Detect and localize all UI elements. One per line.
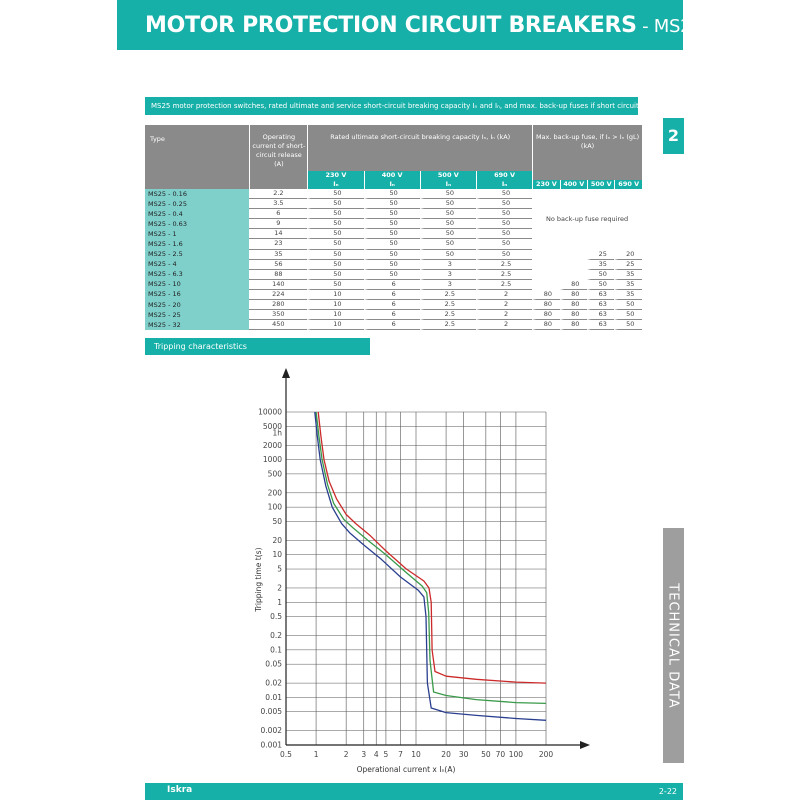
row-operating-current: 35 [249, 250, 307, 260]
x-tick-label: 3 [361, 750, 367, 759]
row-capacity-690: 2.5 [476, 270, 532, 280]
row-capacity-230: 50 [307, 189, 363, 199]
x-tick-label: 20 [441, 750, 451, 759]
row-fuse-500: 35 [587, 260, 614, 270]
no-backup-note: No back-up fuse required [546, 215, 629, 224]
row-fuse-690: 20 [614, 250, 642, 260]
y-tick-label: 10000 [258, 407, 282, 417]
row-capacity-500: 3 [420, 260, 476, 270]
header-title-text: MOTOR PROTECTION CIRCUIT BREAKERS [145, 13, 637, 38]
col-operating-header: Operating current of short-circuit release (A) [249, 125, 307, 189]
y-tick-label: 20 [272, 535, 282, 545]
fuse-voltage-400: 400 V [560, 180, 587, 189]
x-tick-label: 4 [373, 750, 379, 759]
voltage-400-header: 400 V [364, 171, 420, 180]
series-line-0 [318, 412, 546, 683]
row-capacity-400: 50 [364, 199, 420, 209]
row-capacity-690: 2.5 [476, 260, 532, 270]
row-type: MS25 - 10 [145, 280, 249, 290]
x-tick-label: 5 [383, 750, 389, 759]
row-capacity-400: 50 [364, 219, 420, 229]
row-capacity-500: 3 [420, 280, 476, 290]
row-operating-current: 2.2 [249, 189, 307, 199]
intro-bar: MS25 motor protection switches, rated ultimate and service short-circuit breaking capacity Iₙ and Iₙ, and max. back-up fuses if short circuit current Iₙ exceeds Iₙ [145, 97, 638, 115]
row-type: MS25 - 0.25 [145, 199, 249, 209]
row-type: MS25 - 2.5 [145, 250, 249, 260]
row-capacity-690: 2 [476, 310, 532, 320]
row-capacity-500: 2.5 [420, 320, 476, 330]
brand-logo: Iskra [167, 785, 193, 795]
sub-label-400: Iₙ [364, 180, 420, 189]
row-capacity-500: 2.5 [420, 300, 476, 310]
row-capacity-230: 50 [307, 199, 363, 209]
row-capacity-500: 50 [420, 229, 476, 239]
x-tick-label: 0.5 [280, 750, 292, 759]
row-fuse-690: 25 [614, 260, 642, 270]
row-operating-current: 88 [249, 270, 307, 280]
row-capacity-400: 50 [364, 229, 420, 239]
y-tick-label: 500 [267, 469, 282, 479]
row-type: MS25 - 0.4 [145, 209, 249, 219]
row-fuse-400: 80 [560, 320, 587, 330]
row-operating-current: 350 [249, 310, 307, 320]
row-operating-current: 23 [249, 239, 307, 249]
row-fuse-690: 35 [614, 290, 642, 300]
row-capacity-230: 10 [307, 290, 363, 300]
col-rated-header: Rated ultimate short-circuit breaking capacity Iₙ, Iₙ (kA) [307, 125, 532, 171]
x-tick-label: 1 [313, 750, 319, 759]
x-tick-label: 10 [411, 750, 421, 759]
y-tick-label: 0.002 [260, 726, 282, 736]
row-capacity-690: 2 [476, 290, 532, 300]
row-fuse-230: 80 [532, 290, 559, 300]
y-axis-label: Tripping time t(s) [254, 547, 263, 612]
sub-label-500: Iₙ [420, 180, 476, 189]
y-tick-label: 0.001 [260, 740, 282, 750]
chapter-tab: 2 [663, 118, 684, 154]
page-footer [145, 783, 683, 800]
row-fuse-690: 35 [614, 270, 642, 280]
row-capacity-400: 6 [364, 320, 420, 330]
series-line-1 [316, 412, 546, 703]
y-tick-label: 2 [277, 583, 282, 593]
x-tick-label: 70 [495, 750, 506, 759]
row-capacity-690: 2.5 [476, 280, 532, 290]
y-tick-label: 0.02 [265, 678, 282, 688]
row-fuse-500: 63 [587, 320, 614, 330]
row-capacity-230: 50 [307, 250, 363, 260]
side-tab-label: TECHNICAL DATA [665, 583, 681, 709]
row-capacity-400: 6 [364, 290, 420, 300]
row-fuse-690: 35 [614, 280, 642, 290]
row-operating-current: 3.5 [249, 199, 307, 209]
row-type: MS25 - 20 [145, 300, 249, 310]
row-operating-current: 9 [249, 219, 307, 229]
y-tick-label: 1000 [262, 455, 282, 465]
row-capacity-400: 6 [364, 280, 420, 290]
row-capacity-400: 6 [364, 300, 420, 310]
y-tick-label: 50 [272, 516, 282, 526]
fuse-voltage-500: 500 V [587, 180, 614, 189]
x-tick-label: 200 [538, 750, 554, 759]
row-fuse-500: 63 [587, 300, 614, 310]
y-tick-label: 0.1 [270, 645, 282, 655]
y-tick-label: 1h [272, 428, 282, 438]
x-tick-label: 2 [343, 750, 349, 759]
row-capacity-230: 10 [307, 300, 363, 310]
row-fuse-500: 50 [587, 270, 614, 280]
x-tick-label: 30 [458, 750, 469, 759]
row-capacity-690: 50 [476, 229, 532, 239]
col-type-header: Type [145, 125, 249, 180]
row-operating-current: 224 [249, 290, 307, 300]
row-operating-current: 450 [249, 320, 307, 330]
row-type: MS25 - 16 [145, 290, 249, 300]
row-capacity-690: 2 [476, 320, 532, 330]
row-type: MS25 - 1.6 [145, 239, 249, 249]
row-capacity-500: 50 [420, 250, 476, 260]
row-type: MS25 - 32 [145, 320, 249, 330]
row-fuse-690: 50 [614, 300, 642, 310]
col-fuse-header: Max. back-up fuse, if Iₙ > Iₙ (gL) (kA) [532, 125, 642, 180]
row-capacity-690: 50 [476, 250, 532, 260]
row-operating-current: 6 [249, 209, 307, 219]
row-capacity-500: 50 [420, 219, 476, 229]
row-type: MS25 - 4 [145, 260, 249, 270]
row-capacity-230: 50 [307, 219, 363, 229]
row-fuse-230: 80 [532, 320, 559, 330]
row-capacity-400: 50 [364, 189, 420, 199]
row-capacity-400: 6 [364, 310, 420, 320]
row-fuse-690: 50 [614, 320, 642, 330]
fuse-voltage-230: 230 V [532, 180, 559, 189]
row-operating-current: 56 [249, 260, 307, 270]
row-fuse-690: 50 [614, 310, 642, 320]
row-capacity-500: 50 [420, 189, 476, 199]
x-axis-arrow [580, 741, 590, 749]
y-tick-label: 200 [267, 488, 282, 498]
header-subtitle: MS25 [653, 16, 703, 37]
y-tick-label: 1 [277, 597, 282, 607]
row-capacity-230: 50 [307, 260, 363, 270]
row-type: MS25 - 25 [145, 310, 249, 320]
row-fuse-400: 80 [560, 280, 587, 290]
row-fuse-500: 25 [587, 250, 614, 260]
voltage-690-header: 690 V [476, 171, 532, 180]
x-axis-label: Operational current x Iₙ(A) [356, 765, 456, 774]
row-operating-current: 140 [249, 280, 307, 290]
row-operating-current: 14 [249, 229, 307, 239]
header-separator: - [636, 16, 654, 37]
row-capacity-230: 50 [307, 229, 363, 239]
row-fuse-230: 80 [532, 300, 559, 310]
row-fuse-400: 80 [560, 310, 587, 320]
sub-label-230: Iₙ [307, 180, 363, 189]
y-tick-label: 0.01 [265, 692, 282, 702]
row-type: MS25 - 0.16 [145, 189, 249, 199]
y-axis-arrow [282, 368, 290, 378]
row-capacity-400: 50 [364, 270, 420, 280]
row-capacity-230: 50 [307, 209, 363, 219]
row-capacity-690: 50 [476, 209, 532, 219]
x-tick-label: 50 [481, 750, 491, 759]
y-tick-label: 100 [267, 502, 282, 512]
sub-label-690: Iₙ [476, 180, 532, 189]
row-type: MS25 - 6.3 [145, 270, 249, 280]
row-fuse-230: 80 [532, 310, 559, 320]
row-capacity-690: 2 [476, 300, 532, 310]
x-tick-label: 7 [398, 750, 403, 759]
y-tick-label: 5 [277, 564, 282, 574]
row-type: MS25 - 1 [145, 229, 249, 239]
row-capacity-690: 50 [476, 239, 532, 249]
y-tick-label: 0.005 [260, 707, 282, 717]
row-capacity-230: 10 [307, 320, 363, 330]
row-capacity-500: 2.5 [420, 310, 476, 320]
voltage-500-header: 500 V [420, 171, 476, 180]
row-capacity-500: 50 [420, 239, 476, 249]
row-capacity-500: 2.5 [420, 290, 476, 300]
row-fuse-400: 80 [560, 290, 587, 300]
y-tick-label: 0.2 [270, 631, 282, 641]
voltage-230-header: 230 V [307, 171, 363, 180]
y-tick-label: 0.5 [270, 612, 282, 622]
row-capacity-400: 50 [364, 209, 420, 219]
row-capacity-400: 50 [364, 250, 420, 260]
row-type: MS25 - 0.63 [145, 219, 249, 229]
fuse-voltage-690: 690 V [614, 180, 642, 189]
row-fuse-500: 63 [587, 310, 614, 320]
x-tick-label: 100 [508, 750, 524, 759]
row-capacity-230: 50 [307, 280, 363, 290]
row-capacity-230: 50 [307, 270, 363, 280]
row-capacity-230: 10 [307, 310, 363, 320]
row-capacity-690: 50 [476, 189, 532, 199]
row-operating-current: 280 [249, 300, 307, 310]
y-tick-label: 0.05 [265, 659, 282, 669]
row-fuse-500: 50 [587, 280, 614, 290]
row-capacity-400: 50 [364, 260, 420, 270]
row-capacity-500: 50 [420, 209, 476, 219]
row-capacity-690: 50 [476, 219, 532, 229]
row-fuse-500: 63 [587, 290, 614, 300]
y-tick-label: 10 [272, 550, 282, 560]
row-capacity-500: 50 [420, 199, 476, 209]
y-tick-label: 5000 [262, 421, 282, 431]
y-tick-label: 2000 [262, 440, 282, 450]
row-fuse-400: 80 [560, 300, 587, 310]
row-capacity-690: 50 [476, 199, 532, 209]
tripping-characteristics-label: Tripping characteristics [145, 338, 370, 355]
row-capacity-230: 50 [307, 239, 363, 249]
page-number: 2-22 [658, 787, 677, 796]
row-capacity-400: 50 [364, 239, 420, 249]
series-line-2 [315, 412, 546, 720]
row-capacity-500: 3 [420, 270, 476, 280]
